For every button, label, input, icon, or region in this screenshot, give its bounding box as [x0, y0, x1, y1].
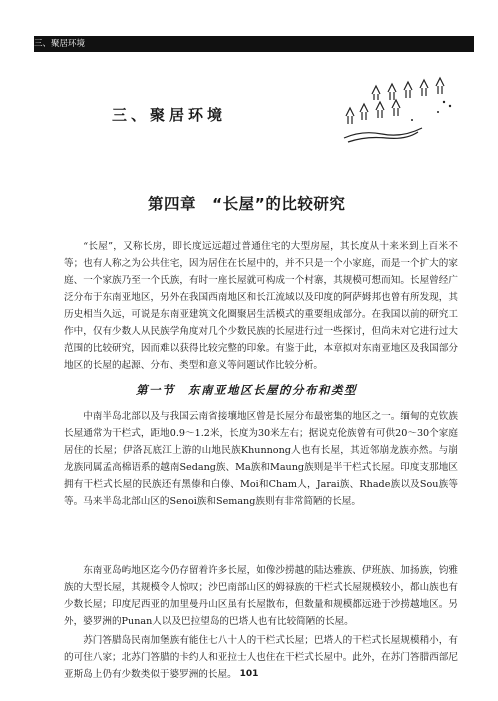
running-header-title: 三、聚居环境: [34, 39, 86, 49]
body-paragraph: 苏门答腊岛民南加堡族有能住七八十人的干栏式长屋；巴塔人的干栏式长屋规模稍小，有的可住八家；北苏门答腊的卡约人和亚拉士人也住在干栏式长屋中。此外，在苏门答腊西部尼亚斯岛上仍有少数类似于婆罗洲的长屋。: [64, 635, 458, 680]
body-paragraph: 东南亚岛屿地区迄今仍存留着许多长屋，如像沙捞越的陆达雅族、伊班族、加扬族，钧雅族的大型长屋，其规模令人惊叹；沙巴南部山区的姆禄族的干栏式长屋规模较小，都山族也有少数长屋；印度尼西亚的加里曼丹山区虽有长屋散布，但数量和规模都远逊于沙捞越地区。另外，婆罗洲的Punan人以及巴拉望岛的巴塔人也有比较简陋的长屋。: [64, 565, 458, 627]
running-header-bar: [34, 36, 474, 52]
house-motif-illustration: [342, 72, 460, 146]
body-paragraph: 中南半岛北部以及与我国云南省接壤地区曾是长屋分布最密集的地区之一。缅甸的克钦族长屋通常为干栏式，距地0.9～1.2米，长度为30米左右；据说克伦族曾有可供20～30个家庭居住的长屋；伊洛瓦底江上游的山地民族Khunnong人也有长屋，其近邻崩龙族亦然。与崩龙族同属孟高棉语系的越南Sedang族、Ma族和Maung族则是半干栏式长屋。印度支那地区拥有干栏式长屋的民族还有黑傣和白傣、Moi和Cham人，Jarai族、Rhade族以及Sou族等等。马来半岛北部山区的Senoi族和Semang族则有非常简陋的长屋。: [64, 411, 458, 507]
section-title: 三、聚居环境: [112, 106, 227, 124]
intro-paragraph: “长屋”，又称长房，即长度远远超过普通住宅的大型房屋，其长度从十来米到上百米不等；也有人称之为公共住宅，因为居住在长屋中的，并不只是一个小家庭，而是一个扩大的家庭、一个家族乃至一个氏族，有时一座长屋就可构成一个村寨，其规模可想而知。长屋曾经广泛分布于东南亚地区，另外在我国西南地区和长江流域以及印度的阿萨姆邦也曾有所发现，其历史相当久远，可说是东南亚建筑文化圈聚居生活模式的重要组成部分。在我国以前的研究工作中，仅有少数人从民族学角度对几个少数民族的长屋进行过一些探讨，但尚未对它进行过大范围的比较研究，因而难以获得比较完整的印象。有鉴于此，本章拟对东南亚地区及我国部分地区的长屋的起源、分布、类型和意义等问题试作比较分析。: [64, 241, 458, 371]
page-number: 101: [239, 669, 259, 679]
section-heading: 第一节 东南亚地区长屋的分布和类型: [136, 383, 357, 397]
chapter-title: 第四章 “长屋”的比较研究: [148, 195, 346, 213]
